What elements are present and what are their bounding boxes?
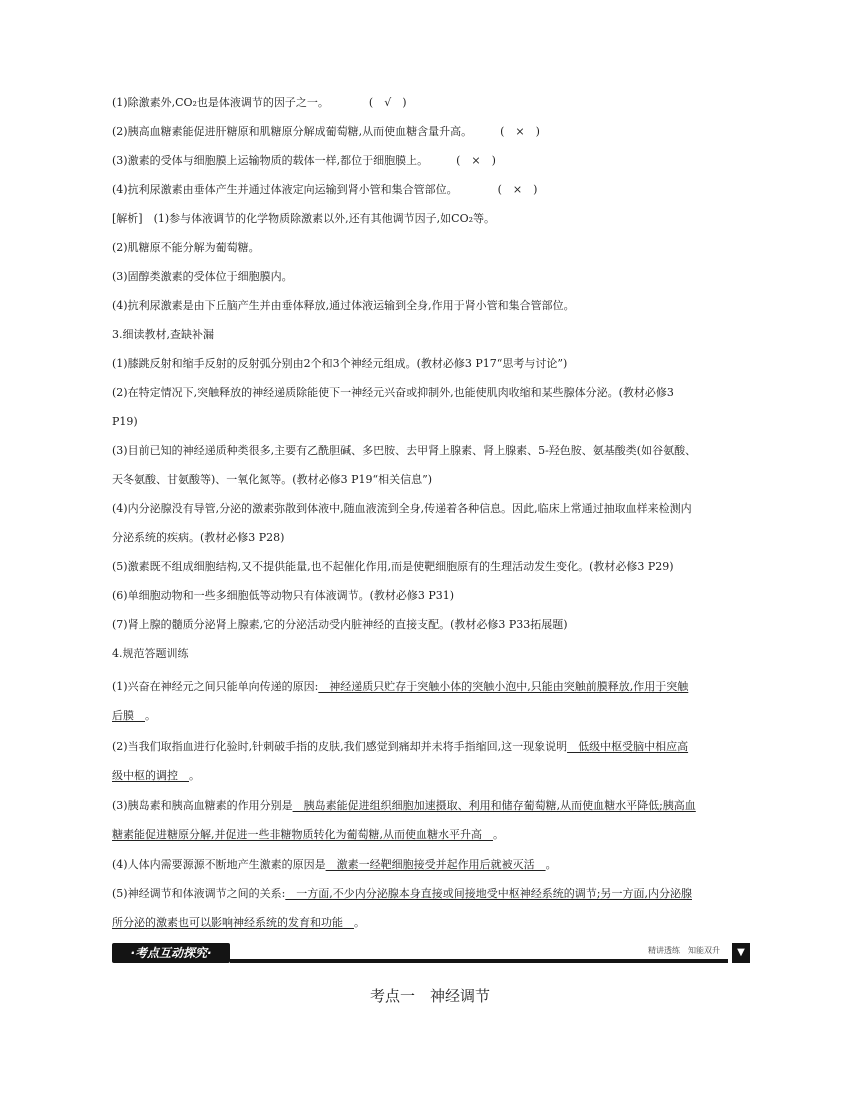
analysis-line: (3)固醇类激素的受体位于细胞膜内。 xyxy=(112,270,293,283)
textbook-note: 天冬氨酸、甘氨酸等)、一氧化氮等。(教材必修3 P19“相关信息”) xyxy=(112,473,433,486)
answer-question-1: (1)兴奋在神经元之间只能单向传递的原因: 神经递质只贮存于突触小体的突触小泡中,只能由突触前膜释放,作用于突触 xyxy=(112,680,689,693)
judgement-2: (2)胰高血糖素能促进肝糖原和肌糖原分解成葡萄糖,从而使血糖含量升高。 ( × ) xyxy=(112,125,540,138)
textbook-note: (5)激素既不组成细胞结构,又不提供能量,也不起催化作用,而是使靶细胞原有的生理活动发生变化。(教材必修3 P29) xyxy=(112,560,674,573)
banner-slogan: 精讲透练 知能双升 xyxy=(648,946,720,955)
analysis-line: (4)抗利尿激素是由下丘脑产生并由垂体释放,通过体液运输到全身,作用于肾小管和集合管部位。 xyxy=(112,299,575,312)
section-heading: 4.规范答题训练 xyxy=(112,647,189,660)
answer-question-2-cont: 级中枢的调控 。 xyxy=(112,769,200,782)
judgement-3: (3)激素的受体与细胞膜上运输物质的载体一样,都位于细胞膜上。 ( × ) xyxy=(112,154,496,167)
judgement-mark: ( × ) xyxy=(497,183,538,196)
judgement-mark: ( √ ) xyxy=(368,96,407,109)
answer-question-4: (4)人体内需要源源不断地产生激素的原因是 激素一经靶细胞接受并起作用后就被灭活 。 xyxy=(112,858,557,871)
textbook-note: (6)单细胞动物和一些多细胞低等动物只有体液调节。(教材必修3 P31) xyxy=(112,589,455,602)
textbook-note: (3)目前已知的神经递质种类很多,主要有乙酰胆碱、多巴胺、去甲肾上腺素、肾上腺素、5-羟色胺、氨基酸类(如谷氨酸、 xyxy=(112,444,697,457)
textbook-note: P19) xyxy=(112,415,138,428)
answer-question-1-cont: 后膜 。 xyxy=(112,709,156,722)
analysis-line: (2)肌糖原不能分解为葡萄糖。 xyxy=(112,241,260,254)
answer-question-3: (3)胰岛素和胰高血糖素的作用分别是 胰岛素能促进组织细胞加速摄取、利用和储存葡萄糖,从而使血糖水平降低;胰高血 xyxy=(112,799,696,812)
chevron-down-icon: ▼ xyxy=(732,943,750,963)
judgement-mark: ( × ) xyxy=(500,125,540,138)
analysis-line: [解析] (1)参与体液调节的化学物质除激素以外,还有其他调节因子,如CO₂等。 xyxy=(112,212,495,225)
answer-blank: 糖素能促进糖原分解,并促进一些非糖物质转化为葡萄糖,从而使血糖水平升高 xyxy=(112,828,493,841)
answer-blank: 后膜 xyxy=(112,709,145,722)
answer-question-5: (5)神经调节和体液调节之间的关系: 一方面,不少内分泌腺本身直接或间接地受中枢神经系统的调节;另一方面,内分泌腺 xyxy=(112,887,692,900)
textbook-note: (4)内分泌腺没有导管,分泌的激素弥散到体液中,随血液流到全身,传递着各种信息。因此,临床上常通过抽取血样来检测内 xyxy=(112,502,692,515)
answer-blank: 神经递质只贮存于突触小体的突触小泡中,只能由突触前膜释放,作用于突触 xyxy=(318,680,689,693)
judgement-mark: ( × ) xyxy=(456,154,496,167)
textbook-note: 分泌系统的疾病。(教材必修3 P28) xyxy=(112,531,285,544)
answer-blank: 级中枢的调控 xyxy=(112,769,189,782)
answer-blank: 所分泌的激素也可以影响神经系统的发育和功能 xyxy=(112,916,354,929)
section-title: 考点一 神经调节 xyxy=(369,987,490,1005)
answer-question-2: (2)当我们取指血进行化验时,针刺破手指的皮肤,我们感觉到痛却并未将手指缩回,这一现象说明 低级中枢受脑中相应高 xyxy=(112,740,689,753)
answer-blank: 低级中枢受脑中相应高 xyxy=(567,740,689,753)
judgement-4: (4)抗利尿激素由垂体产生并通过体液定向运输到肾小管和集合管部位。 ( × ) xyxy=(112,183,538,196)
textbook-note: (7)肾上腺的髓质分泌肾上腺素,它的分泌活动受内脏神经的直接支配。(教材必修3 P33拓展题) xyxy=(112,618,568,631)
textbook-note: (2)在特定情况下,突触释放的神经递质除能使下一神经元兴奋或抑制外,也能使肌肉收缩和某些腺体分泌。(教材必修3 xyxy=(112,386,674,399)
answer-blank: 一方面,不少内分泌腺本身直接或间接地受中枢神经系统的调节;另一方面,内分泌腺 xyxy=(285,887,692,900)
judgement-1: (1)除激素外,CO₂也是体液调节的因子之一。 ( √ ) xyxy=(112,96,407,109)
section-heading: 3.细读教材,查缺补漏 xyxy=(112,328,214,341)
banner-rule xyxy=(230,959,728,963)
answer-blank: 激素一经靶细胞接受并起作用后就被灭活 xyxy=(325,858,546,871)
section-banner xyxy=(112,943,750,965)
answer-blank: 胰岛素能促进组织细胞加速摄取、利用和储存葡萄糖,从而使血糖水平降低;胰高血 xyxy=(292,799,696,812)
answer-question-5-cont: 所分泌的激素也可以影响神经系统的发育和功能 。 xyxy=(112,916,365,929)
textbook-note: (1)膝跳反射和缩手反射的反射弧分别由2个和3个神经元组成。(教材必修3 P17“思考与讨论”) xyxy=(112,357,568,370)
answer-question-3-cont: 糖素能促进糖原分解,并促进一些非糖物质转化为葡萄糖,从而使血糖水平升高 。 xyxy=(112,828,504,841)
banner-label: ·考点互动探究· xyxy=(112,943,230,963)
